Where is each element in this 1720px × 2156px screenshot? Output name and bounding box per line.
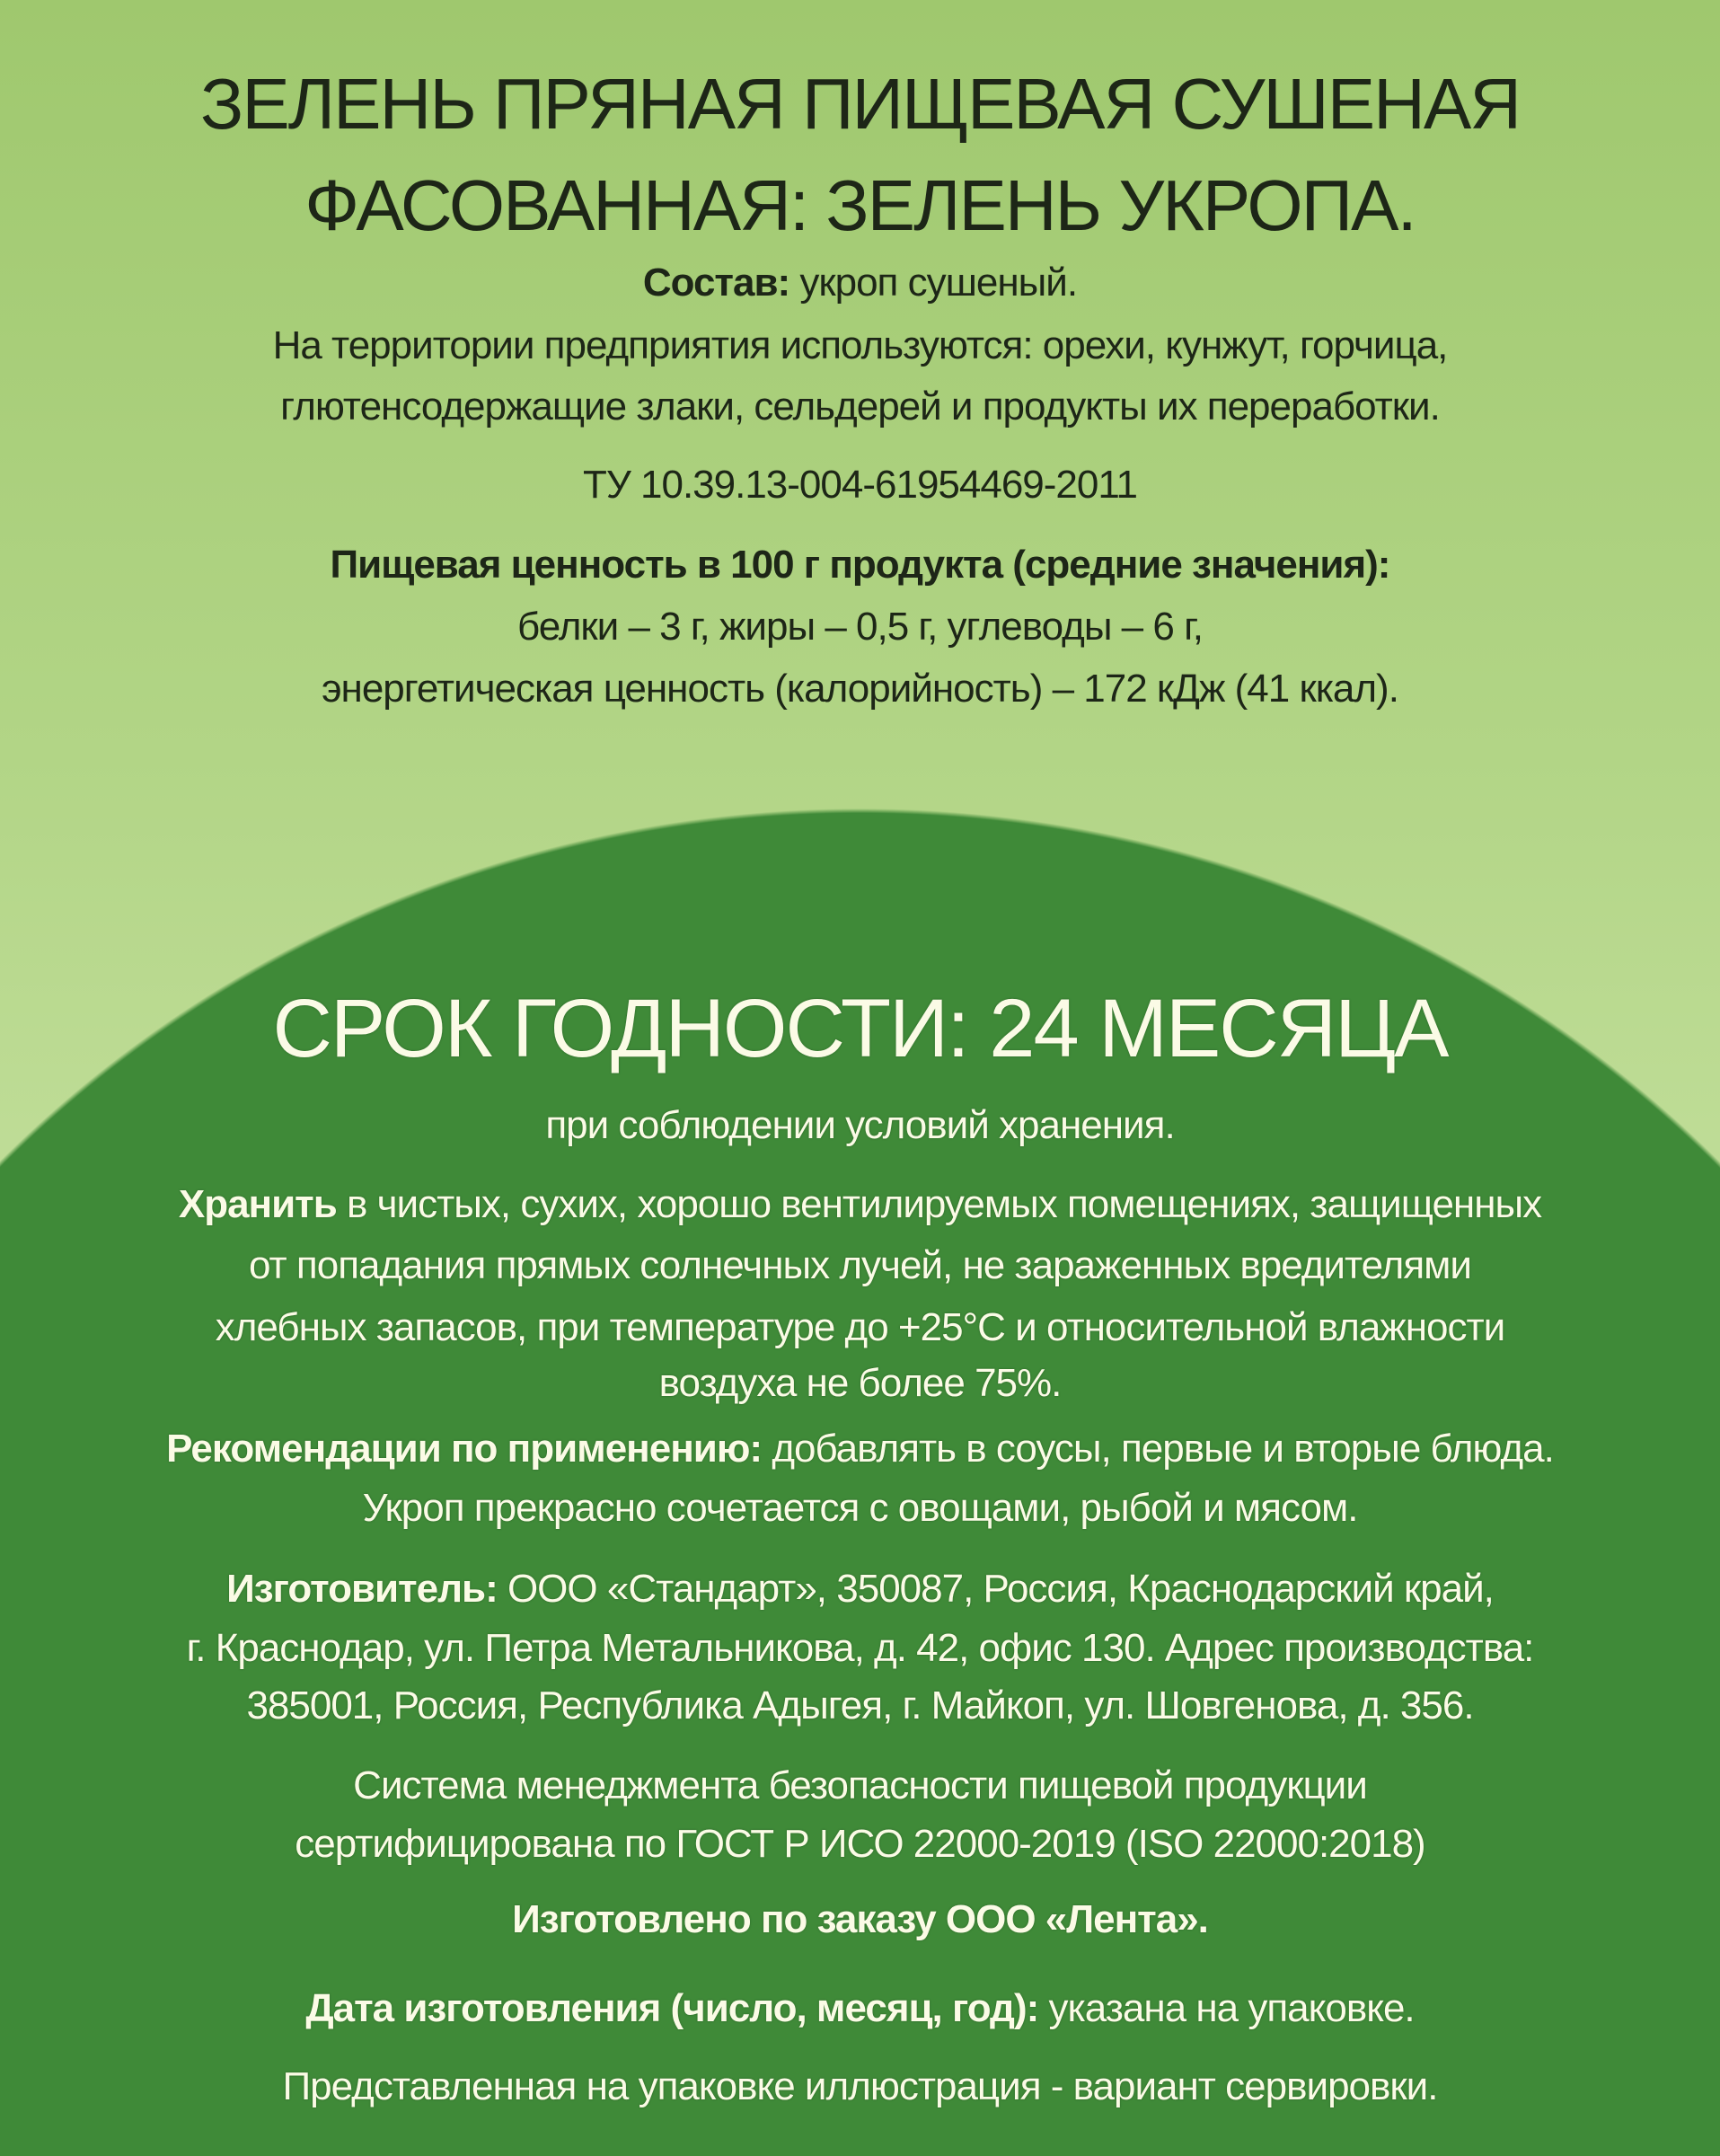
storage-text: в чистых, сухих, хорошо вентилируемых помещениях, защищенных	[336, 1182, 1542, 1226]
recommendations-line1	[18, 1427, 1702, 1472]
illustration-note: Представленная на упаковке иллюстрация - вариант сервировки.	[282, 2064, 1438, 2108]
storage-line4: воздуха не более 75%.	[658, 1361, 1062, 1405]
composition-label: Состав:	[642, 261, 790, 305]
manufacturer-line2: г. Краснодар, ул. Петра Метальникова, д. 42, офис 130. Адрес производства:	[186, 1626, 1534, 1670]
composition-value: укроп сушеный.	[789, 261, 1078, 305]
nutrition-title: Пищевая ценность в 100 г продукта (средние значения):	[330, 543, 1390, 587]
nutrition-line1: белки – 3 г, жиры – 0,5 г, углеводы – 6 г,	[517, 605, 1203, 649]
storage-line2: от попадания прямых солнечных лучей, не зараженных вредителями	[249, 1243, 1471, 1287]
manufacturer-line1	[18, 1567, 1702, 1613]
composition	[18, 261, 1702, 306]
manufacturer-label: Изготовитель:	[226, 1567, 498, 1611]
certification-line2: сертифицирована по ГОСТ Р ИСО 22000-2019 (ISO 22000:2018)	[295, 1822, 1425, 1866]
production-date	[18, 1986, 1702, 2032]
product-title-line2: ФАСОВАННАЯ: ЗЕЛЕНЬ УКРОПА.	[304, 165, 1416, 245]
manufacturer-line3: 385001, Россия, Республика Адыгея, г. Майкоп, ул. Шовгенова, д. 356.	[246, 1683, 1474, 1727]
nutrition-line2: энергетическая ценность (калорийность) – 172 кДж (41 ккал).	[322, 667, 1398, 711]
shelf-life-title: СРОК ГОДНОСТИ: 24 МЕСЯЦА	[272, 983, 1448, 1074]
allergens-line2: глютенсодержащие злаки, сельдерей и продукты их переработки.	[280, 384, 1440, 429]
certification-line1: Система менеджмента безопасности пищевой продукции	[353, 1763, 1367, 1807]
storage-line1	[18, 1182, 1702, 1228]
production-date-value: указана на упаковке.	[1038, 1986, 1415, 2030]
recommendations-line2: Укроп прекрасно сочетается с овощами, рыбой и мясом.	[362, 1486, 1358, 1530]
ordered-by: Изготовлено по заказу ООО «Лента».	[512, 1897, 1208, 1941]
allergens-line1: На территории предприятия используются: орехи, кунжут, горчица,	[272, 323, 1448, 367]
tu-code: ТУ 10.39.13-004-61954469-2011	[582, 463, 1138, 507]
storage-line3: хлебных запасов, при температуре до +25°С и относительной влажности	[215, 1305, 1505, 1349]
storage-label: Хранить	[178, 1182, 337, 1226]
product-title-line1: ЗЕЛЕНЬ ПРЯНАЯ ПИЩЕВАЯ СУШЕНАЯ	[200, 64, 1520, 144]
manufacturer-text: ООО «Стандарт», 350087, Россия, Краснодарский край,	[497, 1567, 1494, 1611]
shelf-life-note: при соблюдении условий хранения.	[545, 1103, 1175, 1147]
recommendations-label: Рекомендации по применению:	[166, 1427, 763, 1471]
production-date-label: Дата изготовления (число, месяц, год):	[305, 1986, 1039, 2030]
recommendations-text: добавлять в соусы, первые и вторые блюда.	[762, 1427, 1554, 1471]
